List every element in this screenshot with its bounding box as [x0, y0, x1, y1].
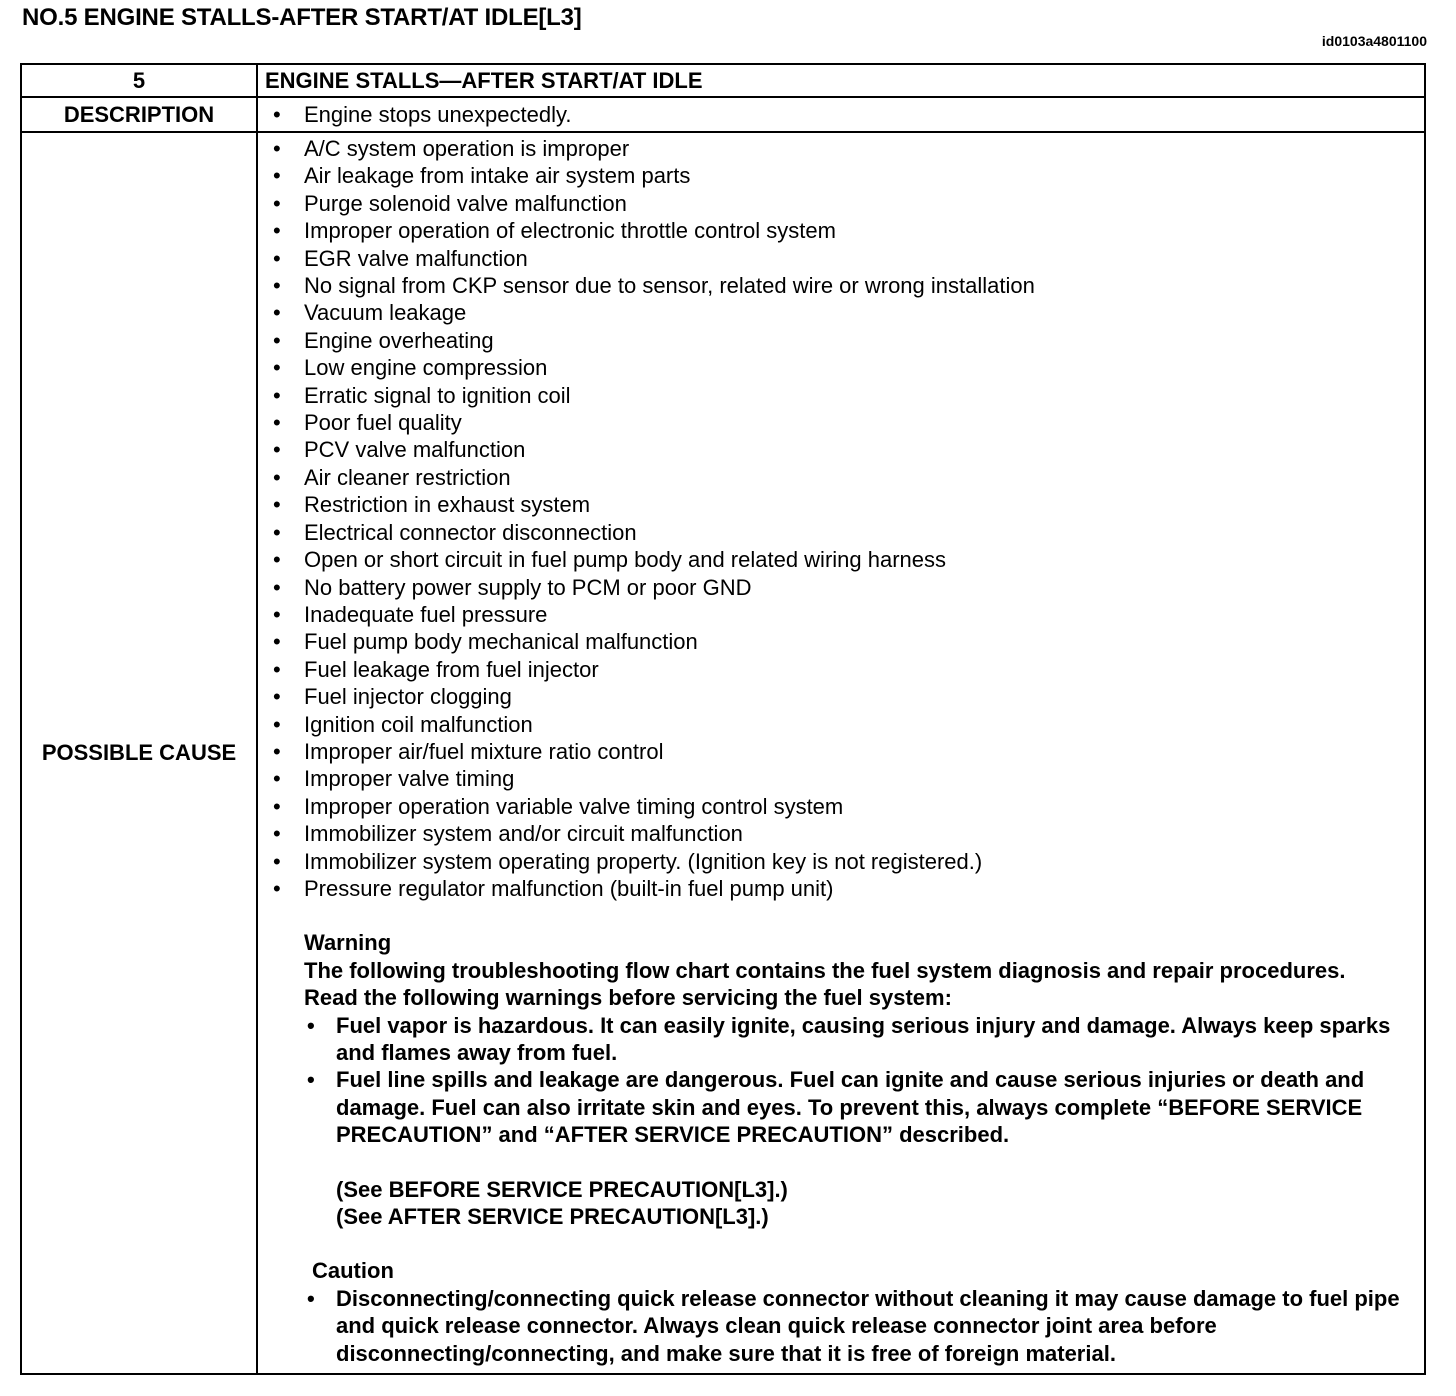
cause-item: • Ignition coil malfunction: [258, 711, 1424, 738]
cause-item: • Vacuum leakage: [258, 299, 1424, 326]
cause-item: • Improper air/fuel mixture ratio control: [258, 738, 1424, 765]
cause-list: [258, 135, 1424, 902]
cause-item: • Air cleaner restriction: [258, 464, 1424, 491]
cause-item: • Improper valve timing: [258, 765, 1424, 792]
cause-item: • Purge solenoid valve malfunction: [258, 190, 1424, 217]
possible-cause-label: POSSIBLE CAUSE: [21, 132, 257, 1374]
cause-item: • Fuel pump body mechanical malfunction: [258, 628, 1424, 655]
diagnosis-table: [20, 63, 1426, 1375]
symptom-number: 5: [21, 64, 257, 97]
cause-item: • Improper operation of electronic throttle control system: [258, 217, 1424, 244]
reference-links: [304, 1176, 1404, 1231]
description-cell: [257, 97, 1425, 132]
cause-item: • Pressure regulator malfunction (built-in fuel pump unit): [258, 875, 1424, 902]
cause-item: • Inadequate fuel pressure: [258, 601, 1424, 628]
cause-item: • Restriction in exhaust system: [258, 491, 1424, 518]
cause-item: • Electrical connector disconnection: [258, 519, 1424, 546]
table-header-row: [21, 64, 1425, 97]
cause-item: • Improper operation variable valve timing control system: [258, 793, 1424, 820]
cause-item: • EGR valve malfunction: [258, 245, 1424, 272]
warning-intro: The following troubleshooting flow chart contains the fuel system diagnosis and repair procedures. Read the following warnings before servicing the fuel system:: [304, 957, 1346, 1011]
cause-item: • Immobilizer system and/or circuit malfunction: [258, 820, 1424, 847]
warning-item: • Fuel line spills and leakage are dangerous. Fuel can ignite and cause serious injuries or death and damage. Fuel can also irritate skin and eyes. To prevent this, always complete “BEFORE SERVICE PRECAUTION” and “AFTER SERVICE PRECAUTION” described.: [304, 1066, 1404, 1148]
possible-cause-row: [21, 132, 1425, 1374]
cause-item: • Fuel leakage from fuel injector: [258, 656, 1424, 683]
warning-title: Warning: [304, 930, 392, 956]
description-list: [258, 98, 1424, 131]
symptom-heading: ENGINE STALLS—AFTER START/AT IDLE: [257, 64, 1425, 97]
cause-item: • No signal from CKP sensor due to sensor, related wire or wrong installation: [258, 272, 1424, 299]
caution-title: Caution: [312, 1258, 394, 1284]
before-service-reference[interactable]: (See BEFORE SERVICE PRECAUTION[L3].): [336, 1176, 788, 1202]
cause-item: • A/C system operation is improper: [258, 135, 1424, 162]
description-label: DESCRIPTION: [21, 97, 257, 132]
document-id: id0103a4801100: [1321, 33, 1427, 49]
cause-item: • Erratic signal to ignition coil: [258, 382, 1424, 409]
after-service-reference[interactable]: (See AFTER SERVICE PRECAUTION[L3].): [336, 1204, 769, 1230]
cause-item: • Poor fuel quality: [258, 409, 1424, 436]
description-row: [21, 97, 1425, 132]
warning-item: • Fuel vapor is hazardous. It can easily ignite, causing serious injury and damage. Always keep sparks and flames away from fuel.: [304, 1012, 1404, 1067]
cause-item: • PCV valve malfunction: [258, 436, 1424, 463]
warning-list: [304, 1012, 1404, 1149]
warning-block: [304, 929, 1404, 1230]
caution-list: [304, 1285, 1404, 1367]
cause-item: • Low engine compression: [258, 354, 1424, 381]
cause-item: • No battery power supply to PCM or poor GND: [258, 574, 1424, 601]
cause-item: • Immobilizer system operating property. (Ignition key is not registered.): [258, 848, 1424, 875]
caution-block: [304, 1257, 1404, 1367]
possible-cause-cell: [257, 132, 1425, 1374]
cause-item: • Air leakage from intake air system parts: [258, 162, 1424, 189]
description-item: • Engine stops unexpectedly.: [258, 98, 1424, 131]
page-title: NO.5 ENGINE STALLS-AFTER START/AT IDLE[L3]: [22, 4, 582, 31]
cause-item: • Open or short circuit in fuel pump body and related wiring harness: [258, 546, 1424, 573]
caution-item: • Disconnecting/connecting quick release connector without cleaning it may cause damage to fuel pipe and quick release connector. Always clean quick release connector joint area before disconnecting/connecting, and make sure that it is free of foreign material.: [304, 1285, 1404, 1367]
cause-item: • Engine overheating: [258, 327, 1424, 354]
cause-item: • Fuel injector clogging: [258, 683, 1424, 710]
